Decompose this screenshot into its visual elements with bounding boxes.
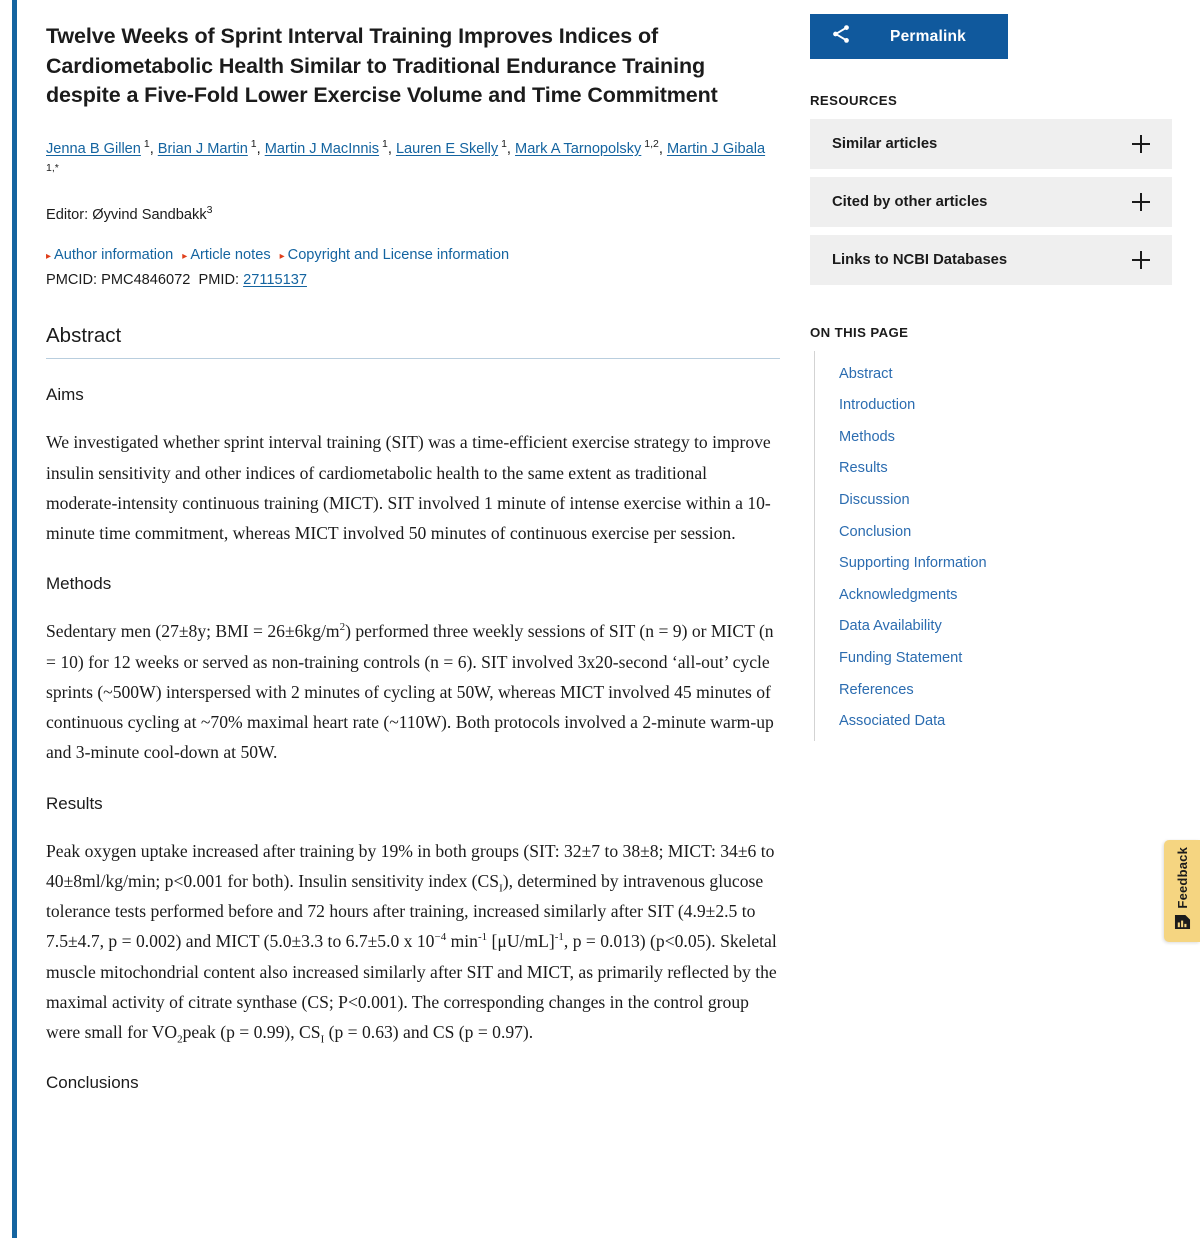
author-link[interactable]: Lauren E Skelly (395, 140, 499, 157)
author-affiliation-marker: 1 (140, 137, 150, 150)
author-link[interactable]: Mark A Tarnopolsky (515, 140, 642, 157)
feedback-tab[interactable] (1164, 840, 1200, 942)
triangle-right-icon: ▸ (46, 251, 52, 263)
author-separator: , (387, 140, 396, 157)
author-separator: , (658, 140, 667, 157)
feedback-label: Feedback (1174, 846, 1190, 909)
pmcid-label: PMCID: (46, 272, 98, 289)
resources-accordion-item[interactable] (810, 177, 1172, 227)
author-affiliation-marker: 1,2 (641, 137, 659, 150)
abstract-paragraph: Peak oxygen uptake increased after training by 19% in both groups (SIT: 32±7 to 38±8; MICT: 34±6 to 40±8ml/kg/min; p<0.001 for both). Insulin sensitivity index $(CS_I)$, determined by intravenous glucose tolerance tests performed before and 72 hours after training, increased similarly after SIT (4.9±2.5 to 7.5±4.7, p = 0.002) and MICT (5.0±3.3 to 6.7±5.0 x $10^{-4}$ $\min^{-1} [\mu U/mL]^{-1}$, p = 0.013) (p<0.05). Skeletal muscle mitochondrial content also increased similarly after SIT and MICT, as primarily reflected by the maximal activity of citrate synthase (CS; P<0.001). The corresponding changes in the control group were small for $VO_2peak$ (p = 0.99), $CS_I$ (p = 0.63) and CS (p = 0.97). (46, 840, 777, 1046)
author-affiliation-marker: 1 (379, 137, 388, 150)
resources-heading: RESOURCES (810, 93, 898, 108)
author-separator: , (256, 140, 265, 157)
author-link[interactable]: Brian J Martin (157, 140, 248, 157)
on-this-page-link[interactable]: Conclusion (839, 523, 912, 540)
on-this-page-link[interactable]: Results (839, 460, 888, 477)
page-title: Twelve Weeks of Sprint Interval Training Improves Indices of Cardiometabolic Health Similar to Traditional Endurance Training despite a Five-Fold Lower Exercise Volume and Time Commitment (46, 24, 718, 108)
abstract-body (46, 385, 780, 1093)
on-this-page-link[interactable]: References (839, 681, 914, 698)
abstract-subheading: Results (46, 793, 103, 813)
triangle-right-icon: ▸ (279, 251, 285, 263)
author-link[interactable]: Jenna B Gillen (46, 140, 141, 157)
pmid-link[interactable]: 27115137 (243, 272, 307, 289)
accordion-label: Cited by other articles (832, 194, 988, 210)
on-this-page-link[interactable]: Methods (839, 428, 895, 445)
author-affiliation-marker: 1 (247, 137, 257, 150)
on-this-page-link[interactable]: Associated Data (839, 713, 946, 730)
permalink-label: Permalink (890, 27, 966, 45)
accordion-label: Links to NCBI Databases (832, 252, 1008, 268)
meta-link-item[interactable] (182, 247, 270, 263)
editor-label: Editor: (46, 207, 93, 224)
plus-icon[interactable] (1132, 251, 1150, 269)
article-identifiers (46, 272, 780, 288)
on-this-page-link[interactable]: Data Availability (839, 618, 942, 635)
on-this-page-link[interactable]: Introduction (839, 397, 916, 414)
on-this-page-nav (814, 351, 1154, 741)
abstract-paragraph: Sedentary men (27±8y; BMI = $26\pm 6kg/m^2$) performed three weekly sessions of SIT (n = 9) or MICT (n = 10) for 12 weeks or served as non-training controls (n = 6). SIT involved 3x20-second ‘all-out’ cycle sprints (~500W) interspersed with 2 minutes of cycling at 50W, whereas MICT involved 45 minutes of continuous cycling at ~70% maximal heart rate (~110W). Both protocols involved a 2-minute warm-up and 3-minute cool-down at 50W. (46, 621, 774, 763)
author-separator: , (506, 140, 516, 157)
abstract-subheading: Aims (46, 385, 84, 405)
meta-link-item[interactable] (46, 247, 173, 263)
plus-icon[interactable] (1132, 135, 1150, 153)
abstract-subheading: Conclusions (46, 1073, 139, 1093)
on-this-page-link[interactable]: Discussion (839, 491, 910, 508)
triangle-right-icon: ▸ (182, 251, 188, 263)
resources-accordion-item[interactable] (810, 235, 1172, 285)
editor-name: Øyvind Sandbakk (92, 207, 207, 224)
pmid-label: PMID: (198, 272, 240, 289)
on-this-page-link[interactable]: Abstract (839, 365, 893, 382)
author-affiliation-marker: 1 (498, 137, 507, 150)
editor-affiliation-marker: 3 (206, 204, 213, 217)
accordion-label: Similar articles (832, 136, 938, 152)
permalink-button[interactable] (810, 14, 1008, 59)
right-sidebar (800, 0, 1200, 741)
on-this-page-link[interactable]: Acknowledgments (839, 586, 958, 603)
article-meta-links (46, 247, 780, 263)
resources-accordion (810, 119, 1174, 285)
on-this-page-heading: ON THIS PAGE (810, 325, 909, 340)
on-this-page-link[interactable]: Funding Statement (839, 649, 963, 666)
pmcid-value: PMC4846072 (101, 272, 191, 289)
plus-icon[interactable] (1132, 193, 1150, 211)
meta-link-label[interactable]: Author information (54, 247, 174, 264)
author-list (46, 137, 780, 185)
bar-chart-icon (1174, 914, 1191, 935)
meta-link-label[interactable]: Copyright and License information (287, 247, 510, 264)
author-link[interactable]: Martin J MacInnis (264, 140, 380, 157)
meta-link-item[interactable] (280, 247, 510, 263)
resources-accordion-item[interactable] (810, 119, 1172, 169)
meta-link-label[interactable]: Article notes (190, 247, 271, 264)
abstract-paragraph: We investigated whether sprint interval training (SIT) was a time-efficient exercise strategy to improve insulin sensitivity and other indices of cardiometabolic health to the same extent as traditional moderate-intensity continuous training (MICT). SIT involved 1 minute of intense exercise within a 10-minute time commitment, whereas MICT involved 50 minutes of continuous exercise per session. (46, 432, 771, 544)
author-link[interactable]: Martin J Gibala (666, 140, 766, 157)
author-affiliation-marker: 1,* (46, 161, 59, 174)
abstract-subheading: Methods (46, 574, 112, 594)
abstract-heading: Abstract (46, 324, 780, 359)
share-icon (830, 23, 852, 50)
editor-line (46, 204, 780, 223)
on-this-page-link[interactable]: Supporting Information (839, 555, 987, 572)
author-separator: , (149, 140, 158, 157)
